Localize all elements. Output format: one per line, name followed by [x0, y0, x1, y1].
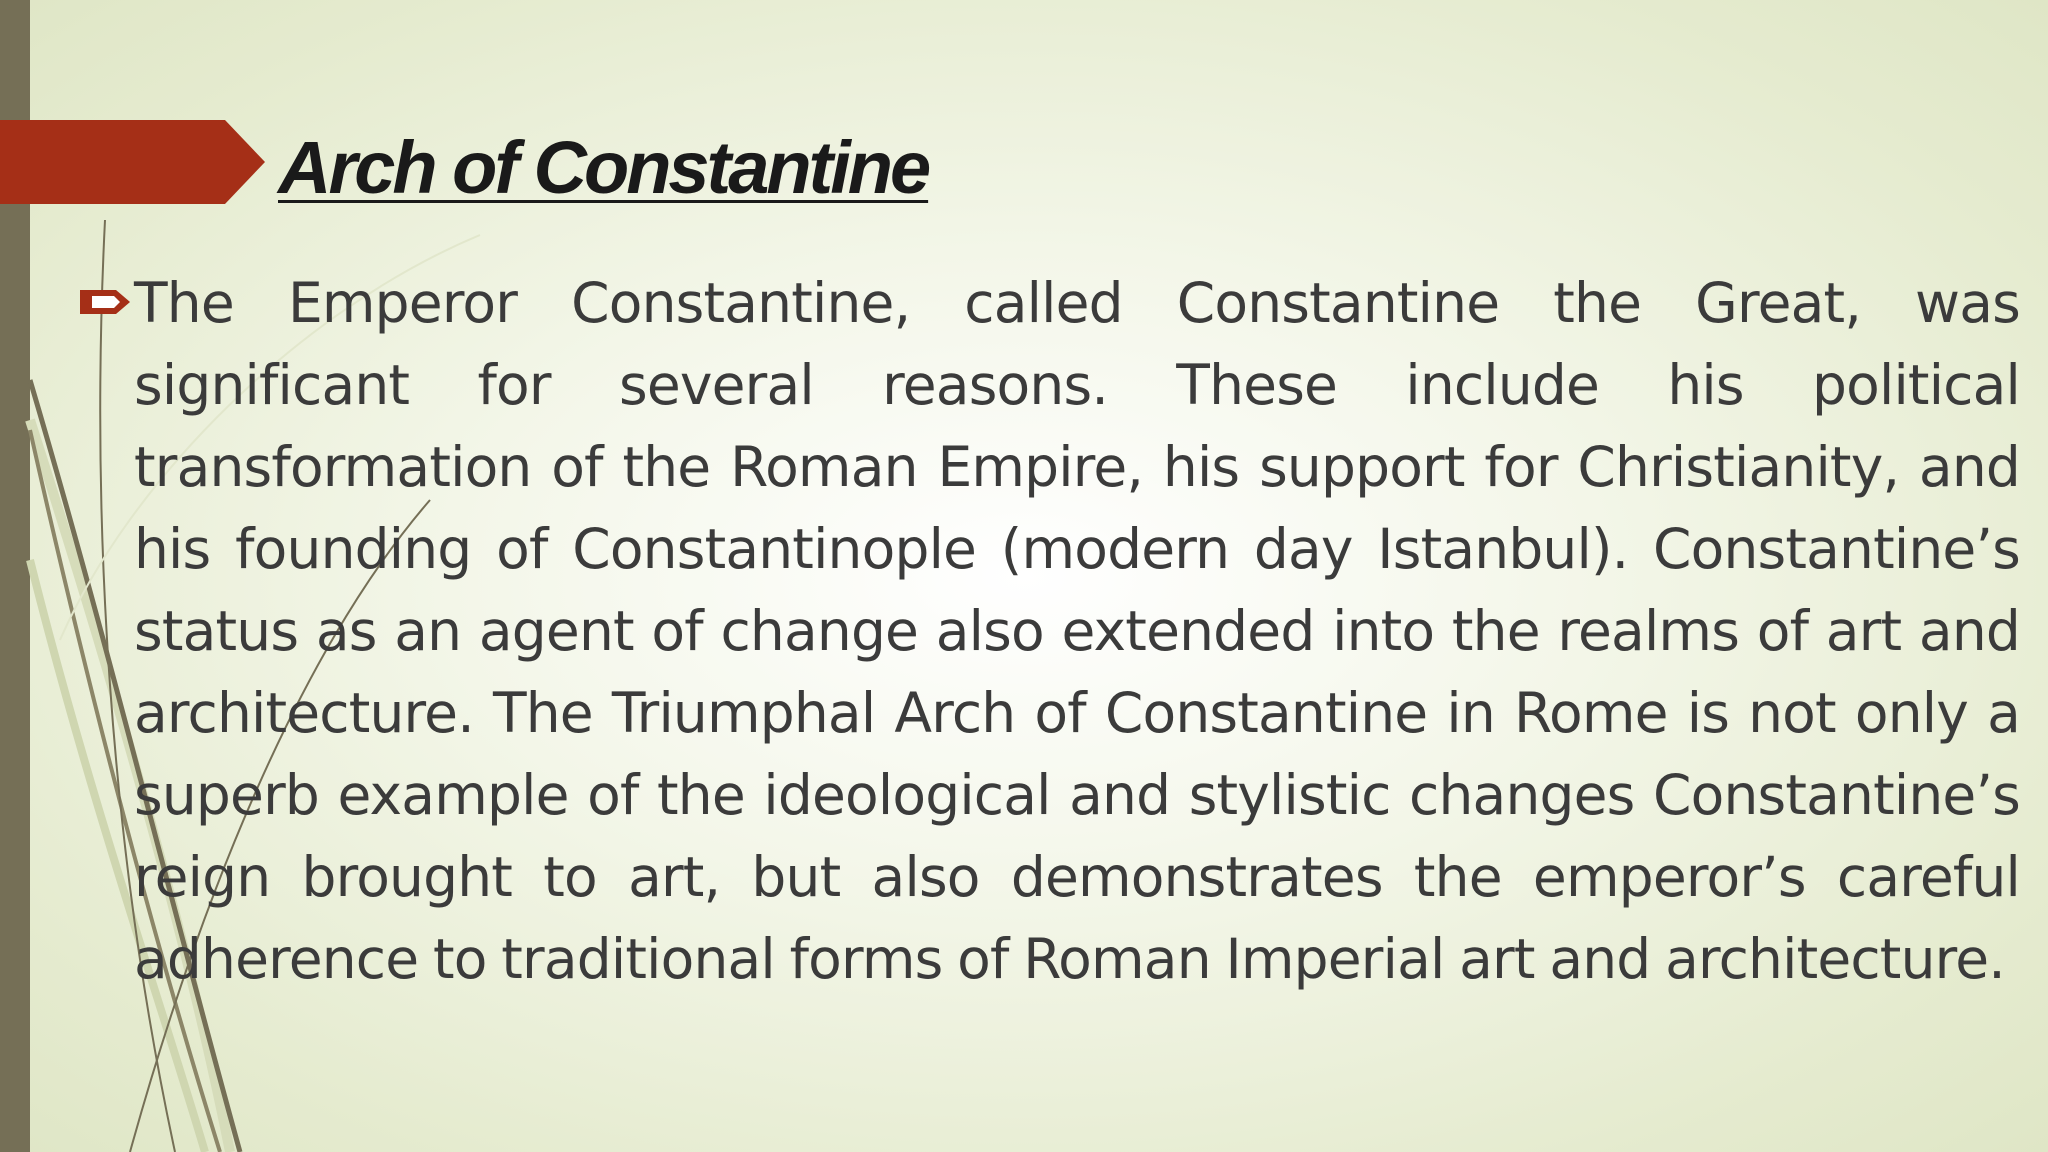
slide-title: Arch of Constantine: [278, 126, 929, 209]
arrow-bullet-icon: [80, 288, 132, 316]
title-tab-arrow: [0, 120, 265, 204]
body-paragraph: The Emperor Constantine, called Constantine the Great, was significant for several reasons. These include his political transformation of the Roman Empire, his support for Christianity, and his founding of Constantinople (modern day Istanbul). Constantine’s status as an agent of change also extended into the realms of art and architecture. The Triumphal Arch of Constantine in Rome is not only a superb example of the ideological and stylistic changes Constantine’s reign brought to art, but also demonstrates the emperor’s careful adherence to traditional forms of Roman Imperial art and architecture.: [134, 271, 2020, 991]
